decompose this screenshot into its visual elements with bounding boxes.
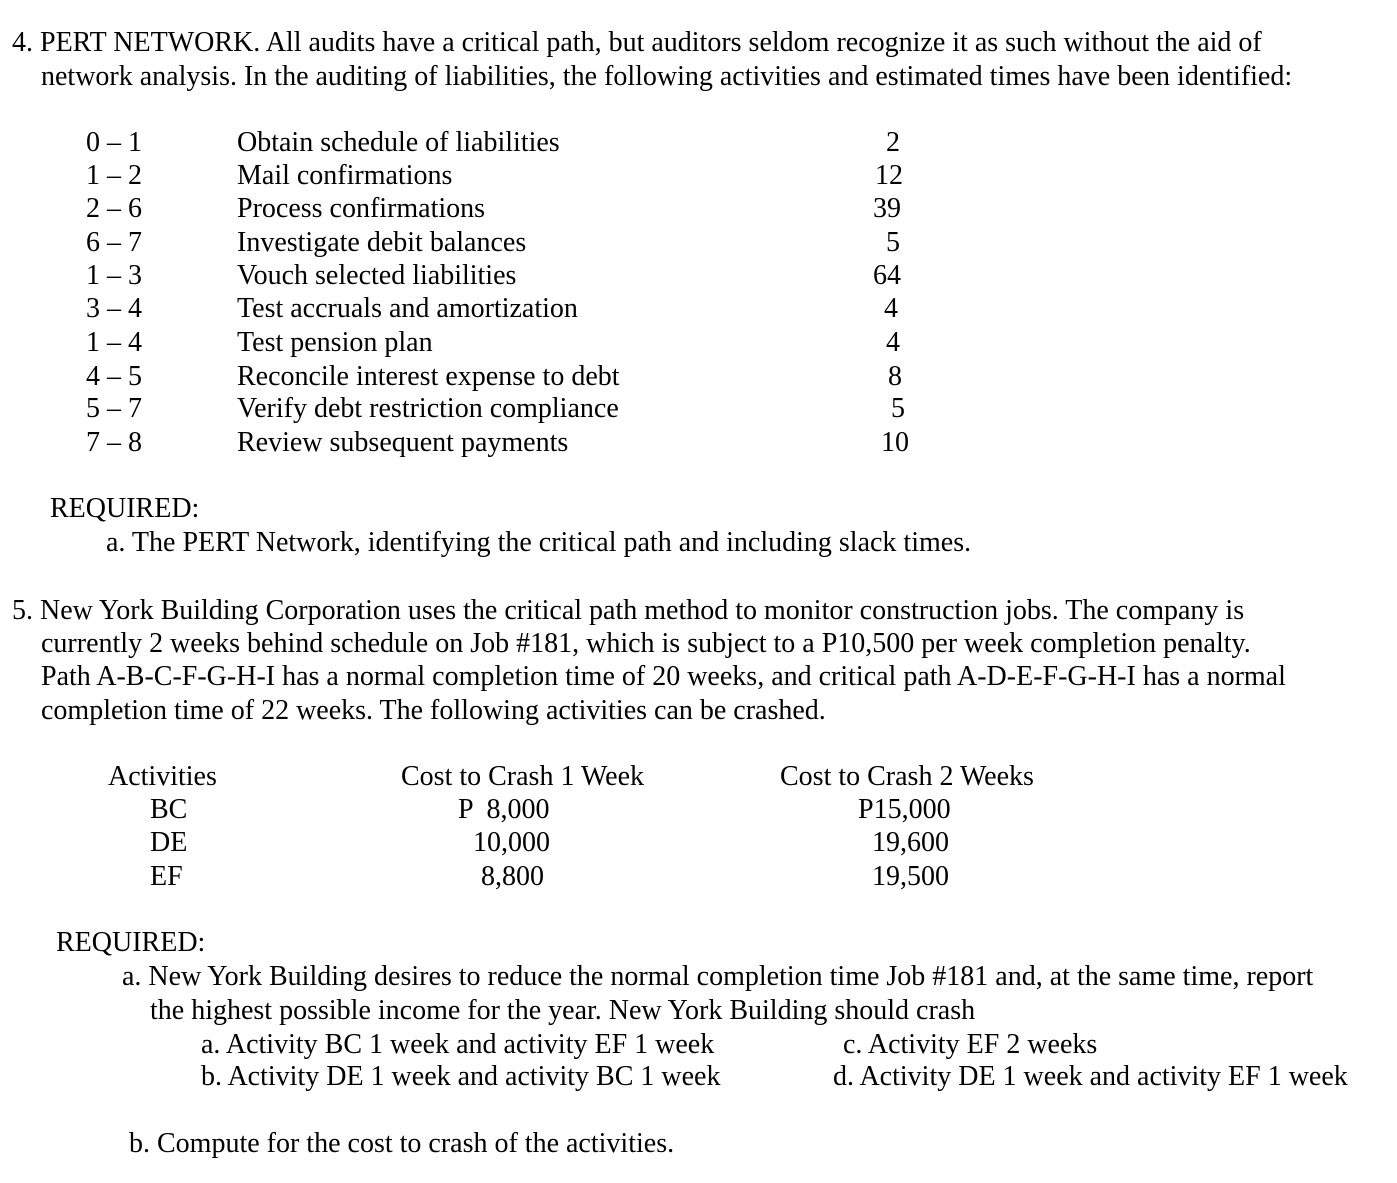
activity-time: 2	[886, 127, 900, 158]
activity-time: 64	[873, 260, 901, 291]
table-header-activities: Activities	[108, 761, 217, 792]
activity-code: 5 – 7	[86, 393, 142, 424]
table-cell-week1: 10,000	[473, 827, 550, 858]
problem5-intro-line1: 5. New York Building Corporation uses the critical path method to monitor construction jobs. The company is	[12, 595, 1245, 626]
activity-time: 4	[886, 327, 900, 358]
table-cell-week1: 8,800	[481, 861, 544, 892]
problem5-required-label: REQUIRED:	[56, 927, 206, 958]
problem4-required-a: a. The PERT Network, identifying the critical path and including slack times.	[106, 527, 972, 558]
problem5-required-a-line2: the highest possible income for the year. New York Building should crash	[150, 995, 976, 1026]
activity-time: 12	[875, 160, 903, 191]
activity-time: 4	[884, 293, 898, 324]
activity-description: Review subsequent payments	[237, 427, 569, 458]
option-a: a. Activity BC 1 week and activity EF 1 week	[201, 1029, 715, 1060]
option-b: b. Activity DE 1 week and activity BC 1 week	[201, 1061, 721, 1092]
activity-description: Reconcile interest expense to debt	[237, 361, 620, 392]
activity-code: 4 – 5	[86, 361, 142, 392]
activity-code: 1 – 3	[86, 260, 142, 291]
option-c: c. Activity EF 2 weeks	[843, 1029, 1098, 1060]
activity-time: 39	[873, 193, 901, 224]
activity-time: 5	[891, 393, 905, 424]
activity-time: 5	[886, 227, 900, 258]
table-cell-week1: P 8,000	[458, 794, 550, 825]
activity-description: Test accruals and amortization	[237, 293, 578, 324]
problem5-intro-line3: Path A-B-C-F-G-H-I has a normal completion time of 20 weeks, and critical path A-D-E-F-G-H-I has a normal	[41, 661, 1286, 692]
activity-description: Mail confirmations	[237, 160, 453, 191]
table-cell-activity: BC	[150, 794, 188, 825]
activity-description: Process confirmations	[237, 193, 486, 224]
activity-code: 7 – 8	[86, 427, 142, 458]
activity-description: Vouch selected liabilities	[237, 260, 517, 291]
table-header-crash-2-weeks: Cost to Crash 2 Weeks	[780, 761, 1034, 792]
activity-description: Obtain schedule of liabilities	[237, 127, 560, 158]
activity-code: 1 – 2	[86, 160, 142, 191]
table-header-crash-1-week: Cost to Crash 1 Week	[401, 761, 644, 792]
problem5-required-b: b. Compute for the cost to crash of the activities.	[129, 1128, 675, 1159]
activity-time: 10	[881, 427, 909, 458]
table-cell-activity: DE	[150, 827, 188, 858]
activity-code: 2 – 6	[86, 193, 142, 224]
table-cell-week2: 19,600	[872, 827, 949, 858]
activity-code: 1 – 4	[86, 327, 142, 358]
problem4-intro-line2: network analysis. In the auditing of liabilities, the following activities and estimated times have been identified:	[41, 61, 1293, 92]
activity-code: 6 – 7	[86, 227, 142, 258]
table-cell-week2: P15,000	[858, 794, 951, 825]
activity-description: Verify debt restriction compliance	[237, 393, 619, 424]
problem5-required-a-line1: a. New York Building desires to reduce the normal completion time Job #181 and, at the same time, report	[122, 961, 1314, 992]
activity-description: Investigate debit balances	[237, 227, 527, 258]
table-cell-week2: 19,500	[872, 861, 949, 892]
option-d: d. Activity DE 1 week and activity EF 1 week	[833, 1061, 1348, 1092]
activity-code: 0 – 1	[86, 127, 142, 158]
activity-description: Test pension plan	[237, 327, 433, 358]
problem4-intro-line1: 4. PERT NETWORK. All audits have a critical path, but auditors seldom recognize it as such without the aid of	[12, 27, 1262, 58]
problem4-required-label: REQUIRED:	[50, 493, 200, 524]
activity-time: 8	[888, 361, 902, 392]
activity-code: 3 – 4	[86, 293, 142, 324]
table-cell-activity: EF	[150, 861, 183, 892]
problem5-intro-line4: completion time of 22 weeks. The following activities can be crashed.	[41, 695, 826, 726]
problem5-intro-line2: currently 2 weeks behind schedule on Job #181, which is subject to a P10,500 per week completion penalty.	[41, 628, 1251, 659]
